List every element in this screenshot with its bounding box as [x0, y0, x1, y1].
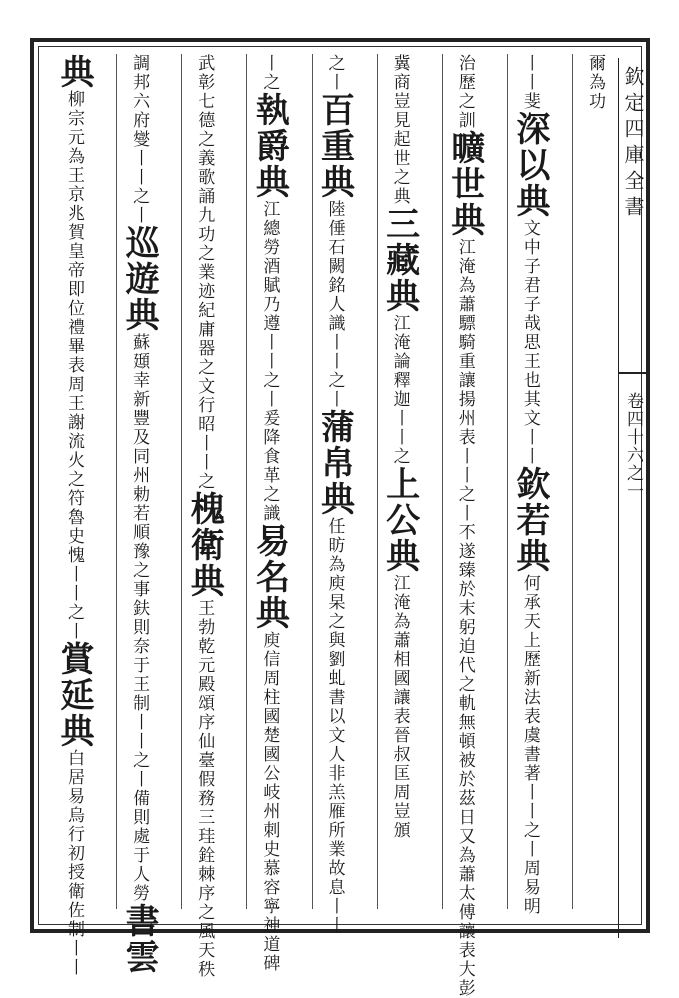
entry-heading: 賞延典 [54, 641, 94, 749]
text-column-6 [246, 54, 291, 973]
column-text: 柳宗元為王京兆賀皇帝即位禮畢表周王謝流火之符魯史愧丨丨之丨 [64, 90, 84, 641]
entry-heading: 書雲 [119, 903, 160, 975]
column-text: 江淹為蕭相國讓表晉叔匡周豈頒 [389, 574, 410, 840]
column-text: 冀商豈見起世之典 [389, 54, 410, 206]
column-text: 丨之 [259, 54, 280, 92]
entry-heading: 深以典 [509, 111, 550, 219]
entry-heading: 槐衛典 [184, 491, 225, 599]
text-column-2 [507, 54, 552, 916]
entry-heading: 易名典 [249, 523, 290, 631]
entry-heading: 三藏典 [379, 206, 420, 314]
entry-heading: 蒲帛典 [314, 409, 355, 517]
text-column-4 [377, 54, 422, 909]
text-column-1 [572, 54, 617, 909]
entry-heading: 上公典 [379, 466, 420, 574]
entry-heading: 百重典 [314, 92, 355, 200]
column-text: 武彰七德之義歌誦九功之業迹紀庸器之文行昭丨丨之 [194, 54, 215, 491]
column-text: 調邦六府燮丨丨之丨 [129, 54, 150, 225]
entry-heading: 典 [54, 54, 94, 90]
column-text: 江淹為蕭驃騎重讓揚州表丨丨之丨不遂臻於末躬迫代之軌無頓被於茲日又為蕭太傅讓表大彭 [454, 238, 475, 998]
column-text: 庾信周柱國楚國公岐州刺史慕容寧神道碑 [259, 631, 280, 973]
column-text: 文中子君子哉思王也其文丨丨 [519, 219, 540, 466]
text-column-3 [442, 54, 487, 998]
entry-heading: 曠世典 [444, 130, 485, 238]
column-text: 陸倕石闕銘人識丨丨之丨 [324, 200, 345, 409]
volume-label: 卷四十六之一 [623, 392, 643, 500]
text-columns [52, 54, 617, 998]
entry-heading: 執爵典 [249, 92, 290, 200]
entry-heading: 巡遊典 [119, 225, 160, 333]
column-text: 治歷之訓 [454, 54, 475, 130]
column-text: 白居易烏行初授衛佐制丨丨 [64, 749, 84, 977]
column-text: 江總勞酒賦乃遵丨丨之丨爰降食革之識 [259, 200, 280, 523]
column-text: 爾為功 [585, 54, 605, 111]
column-text: 何承天上歷新法表虞書著丨丨之丨周易明 [519, 574, 540, 916]
column-text: 江淹論釋迦丨丨之 [389, 314, 410, 466]
text-column-7 [181, 54, 226, 979]
column-text: 任昉為庾杲之與劉虬書以文人非羔雁所業故息丨丨 [324, 517, 345, 935]
column-text: 之丨 [324, 54, 345, 92]
text-column-5 [312, 54, 357, 935]
column-text: 蘇頲幸新豐及同州勅若順豫之事鈇則奈于王制丨丨之丨備則處于人勞 [129, 333, 150, 903]
margin-divider [618, 372, 646, 374]
text-column-9 [52, 54, 96, 977]
column-text: 丨丨斐 [519, 54, 540, 111]
column-text: 王勃乾元殿頌序仙臺假務三珪銓棘序之風天秩 [194, 599, 215, 979]
text-column-8 [116, 54, 161, 975]
book-title: 欽定四庫全書 [621, 66, 645, 222]
entry-heading: 欽若典 [509, 466, 550, 574]
